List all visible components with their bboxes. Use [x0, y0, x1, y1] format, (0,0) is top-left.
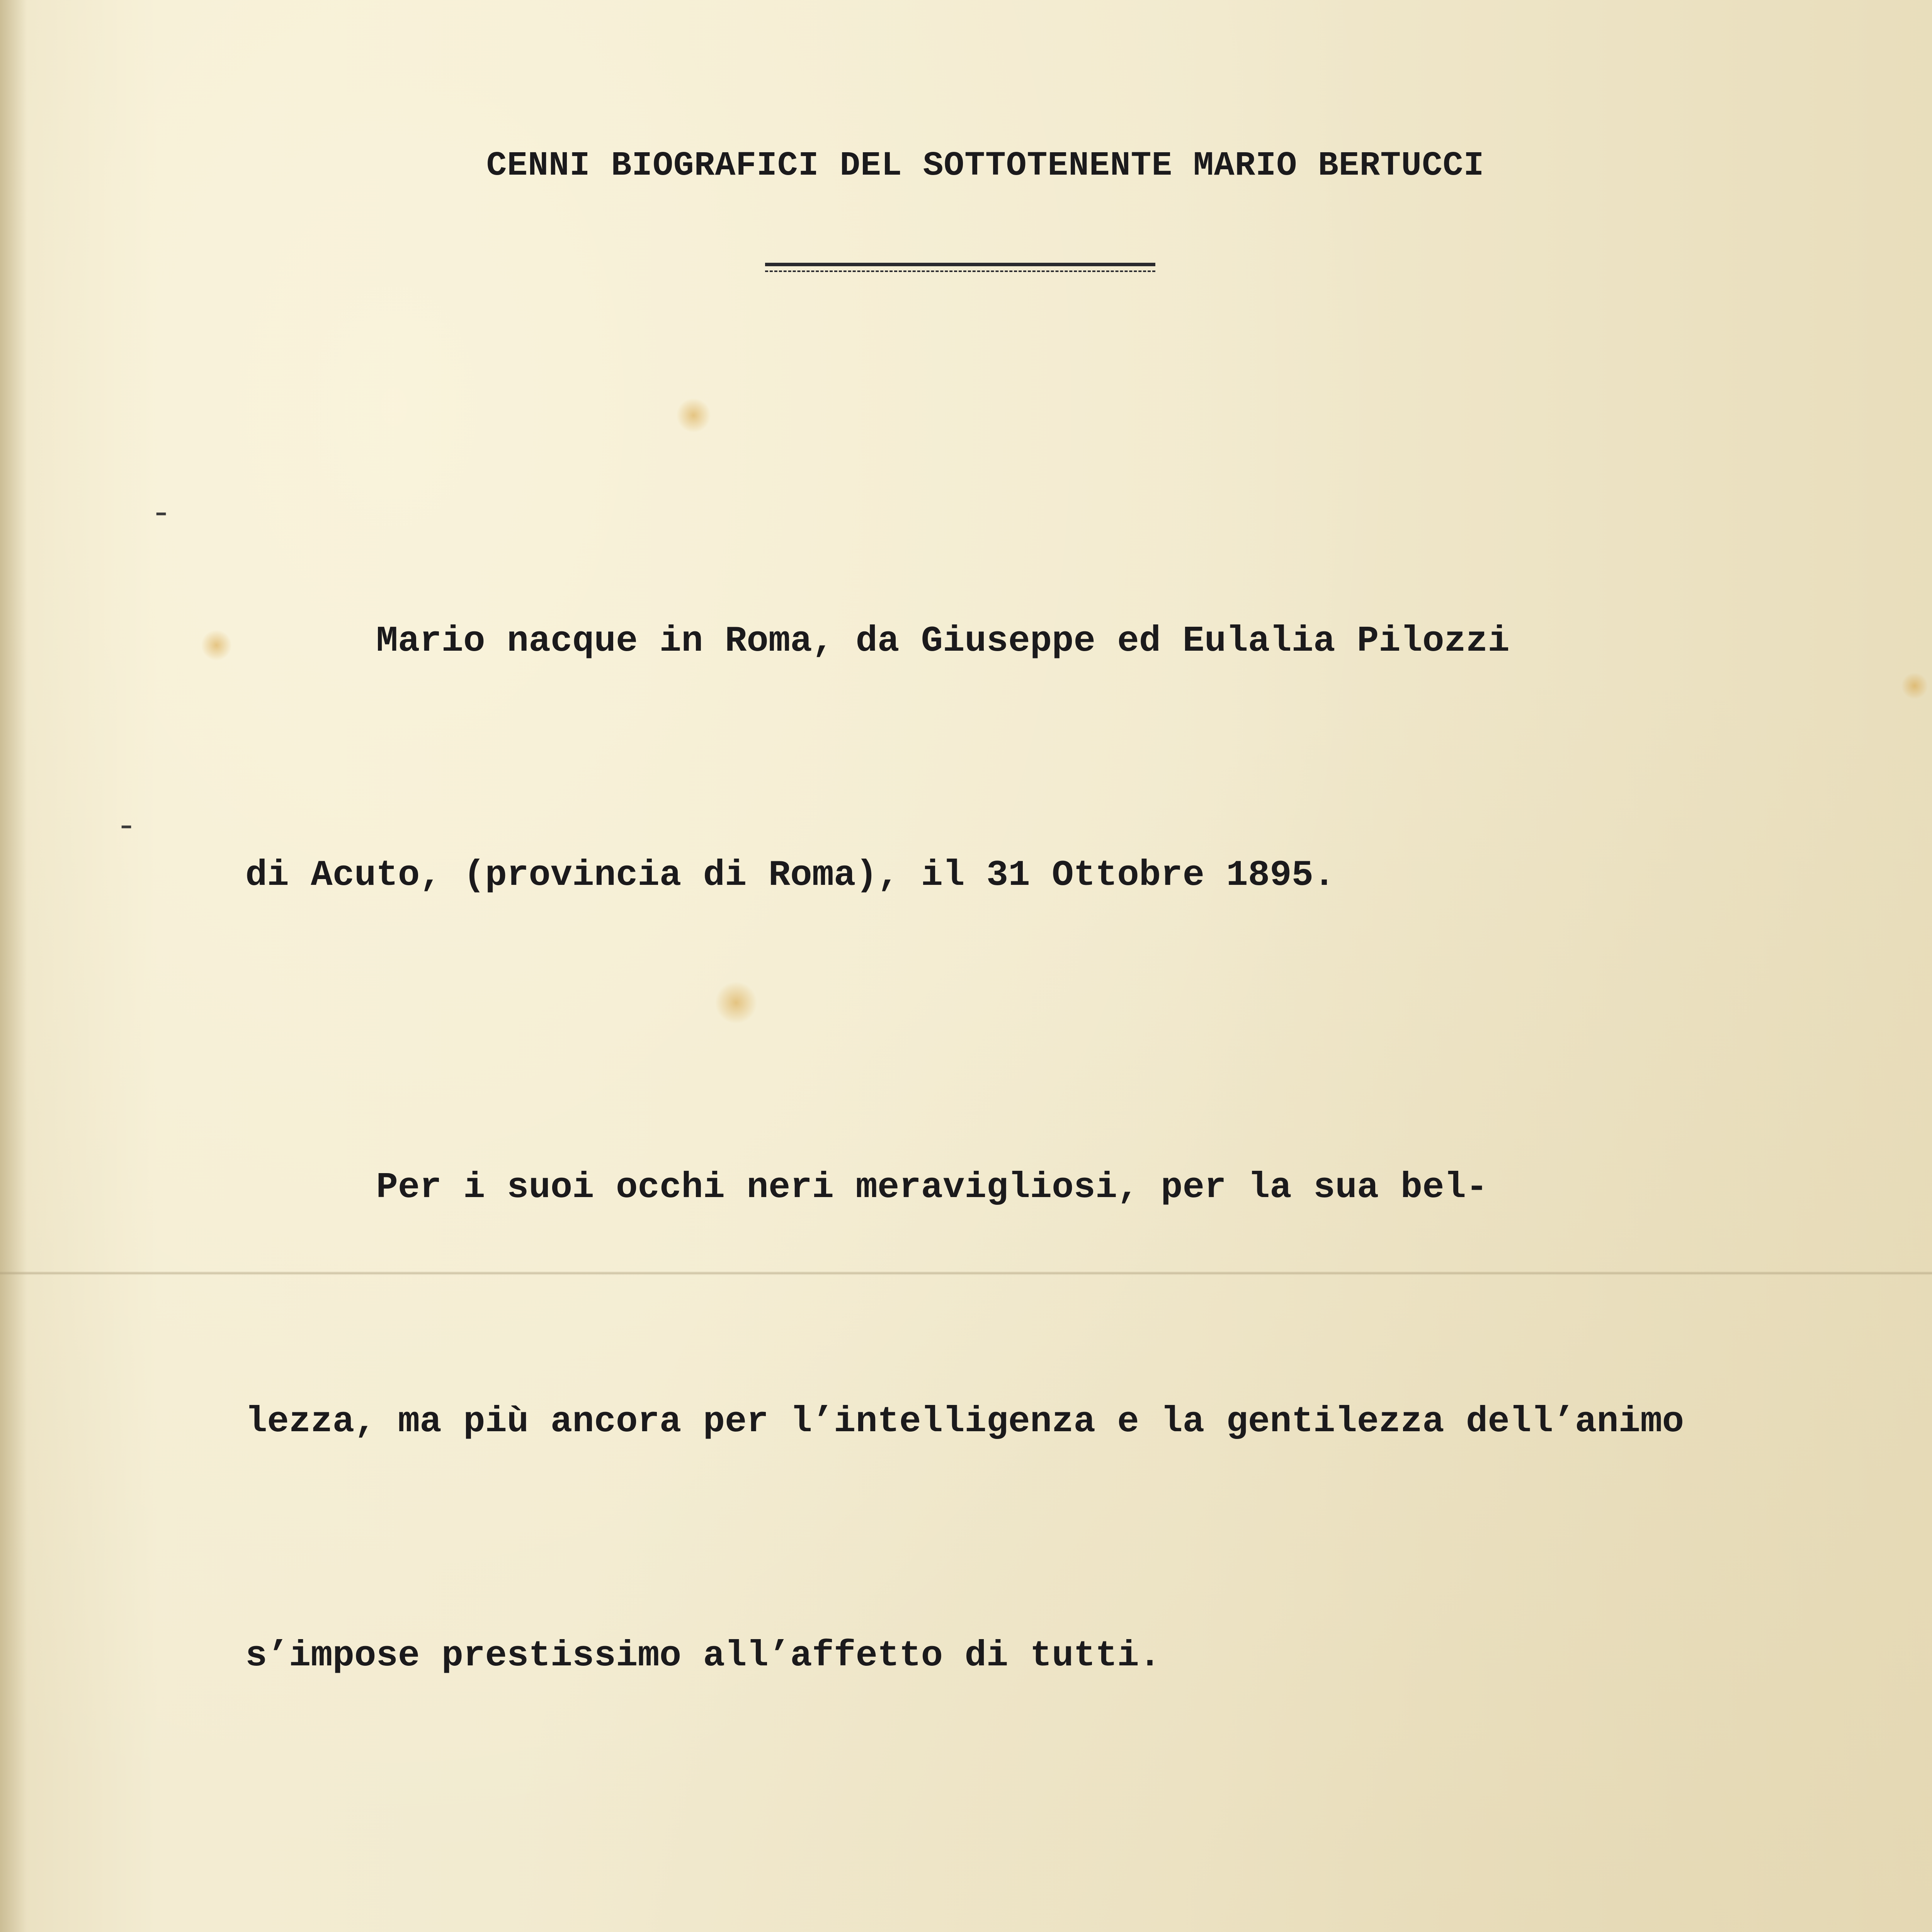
- text-line: Per i suoi occhi neri meravigliosi, per la sua bel-: [245, 1167, 1488, 1208]
- text-line: s’impose prestissimo all’affetto di tutti.: [245, 1636, 1161, 1677]
- text-line: [245, 1929, 1918, 1932]
- margin-dash: -: [116, 808, 137, 847]
- paper-stain: [201, 630, 232, 661]
- margin-dash: -: [151, 495, 172, 534]
- document-body: [245, 446, 1918, 1932]
- document-title: CENNI BIOGRAFICI DEL SOTTOTENENTE MARIO BERTUCCI: [486, 147, 1485, 185]
- text-line: lezza, ma più ancora per l’intelligenza e la gentilezza dell’animo: [245, 1401, 1684, 1442]
- title-underline: [765, 263, 1155, 266]
- title-underline-secondary: [765, 270, 1155, 272]
- text-line: Mario nacque in Roma, da Giuseppe ed Eulalia Pilozzi: [245, 621, 1510, 662]
- text-line: di Acuto, (provincia di Roma), il 31 Ottobre 1895.: [245, 855, 1335, 896]
- paper-stain: [676, 398, 711, 433]
